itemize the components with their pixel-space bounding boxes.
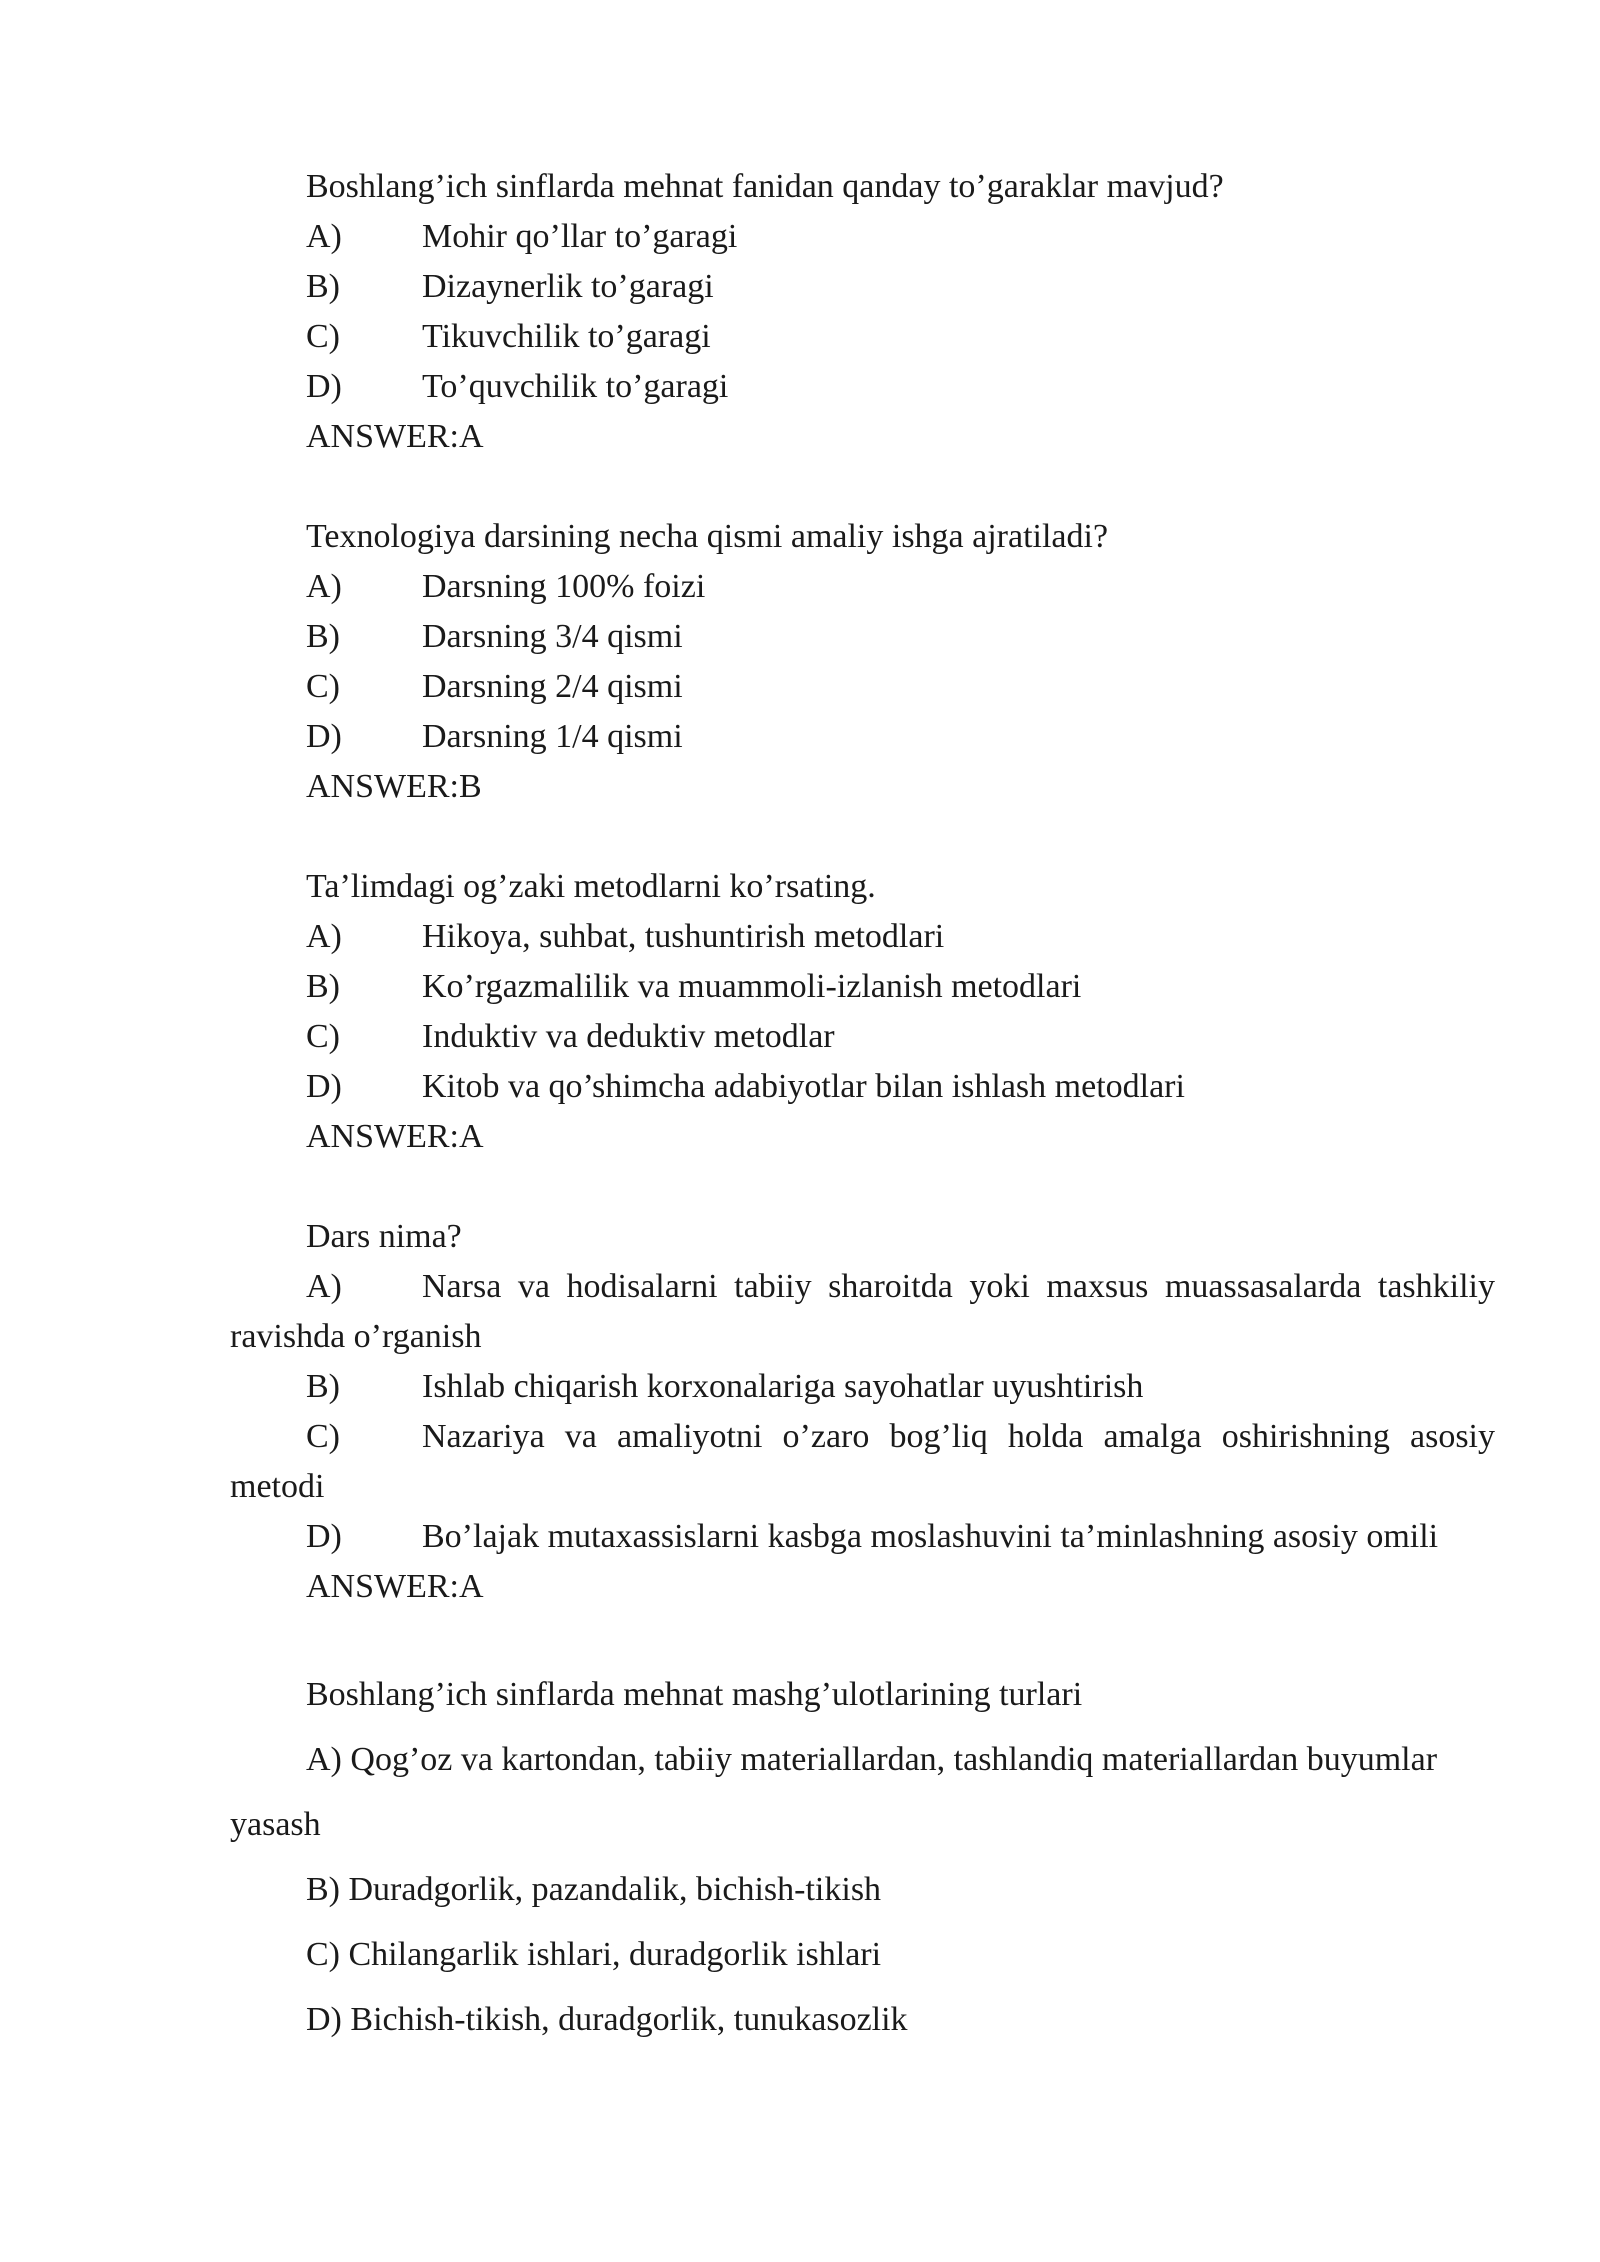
spacer bbox=[230, 1612, 1495, 1662]
option-c bbox=[230, 1012, 1495, 1062]
option-c bbox=[230, 662, 1495, 712]
answer: ANSWER:A bbox=[306, 1118, 484, 1155]
option-label: C) bbox=[306, 668, 340, 705]
question-3 bbox=[230, 862, 1495, 1162]
option-label: B) bbox=[306, 618, 340, 655]
question-2 bbox=[230, 512, 1495, 812]
option-text: Darsning 2/4 qismi bbox=[422, 668, 683, 705]
option-text: Narsa va hodisalarni tabiiy sharoitda yoki maxsus muassasalarda tashkiliy ravishda o’rganish bbox=[230, 1268, 1495, 1355]
option-b bbox=[230, 1857, 1495, 1922]
option-text: Qog’oz va kartondan, tabiiy materiallardan, tashlandiq materiallardan buyumlar yasash bbox=[230, 1741, 1438, 1843]
answer: ANSWER:A bbox=[306, 418, 484, 455]
option-c bbox=[230, 312, 1495, 362]
option-d bbox=[230, 1512, 1495, 1562]
question-4 bbox=[230, 1212, 1495, 1612]
option-text: Duradgorlik, pazandalik, bichish-tikish bbox=[348, 1871, 882, 1908]
option-a bbox=[230, 1262, 1495, 1362]
option-d bbox=[230, 1987, 1495, 2052]
option-label: B) bbox=[306, 968, 340, 1005]
option-label: C) bbox=[306, 1418, 340, 1455]
option-label: A) bbox=[306, 1268, 342, 1305]
answer: ANSWER:A bbox=[306, 1568, 484, 1605]
option-text: Bo’lajak mutaxassislarni kasbga moslashuvini ta’minlashning asosiy omili bbox=[422, 1518, 1439, 1555]
option-b bbox=[230, 1362, 1495, 1412]
option-label: C) bbox=[306, 318, 340, 355]
question-1 bbox=[230, 162, 1495, 462]
option-label: A) bbox=[306, 1741, 342, 1778]
question-text: Ta’limdagi og’zaki metodlarni ko’rsating. bbox=[306, 868, 876, 905]
answer: ANSWER:B bbox=[306, 768, 482, 805]
question-text: Boshlang’ich sinflarda mehnat fanidan qanday to’garaklar mavjud? bbox=[306, 168, 1224, 205]
option-b bbox=[230, 612, 1495, 662]
option-text: Kitob va qo’shimcha adabiyotlar bilan ishlash metodlari bbox=[422, 1068, 1185, 1105]
option-text: Induktiv va deduktiv metodlar bbox=[422, 1018, 835, 1055]
option-label: B) bbox=[306, 1871, 340, 1908]
option-text: Hikoya, suhbat, tushuntirish metodlari bbox=[422, 918, 945, 955]
option-label: D) bbox=[306, 2001, 342, 2038]
option-b bbox=[230, 962, 1495, 1012]
option-text: Mohir qo’llar to’garagi bbox=[422, 218, 738, 255]
option-label: A) bbox=[306, 218, 342, 255]
option-label: D) bbox=[306, 1518, 342, 1555]
option-c bbox=[230, 1922, 1495, 1987]
option-text: Dizaynerlik to’garagi bbox=[422, 268, 714, 305]
document-content bbox=[230, 162, 1495, 2052]
option-a bbox=[230, 562, 1495, 612]
option-label: C) bbox=[306, 1936, 340, 1973]
option-c bbox=[230, 1412, 1495, 1512]
option-a bbox=[230, 1727, 1495, 1857]
option-b bbox=[230, 262, 1495, 312]
question-text: Texnologiya darsining necha qismi amaliy ishga ajratiladi? bbox=[306, 518, 1109, 555]
option-a bbox=[230, 912, 1495, 962]
option-text: To’quvchilik to’garagi bbox=[422, 368, 729, 405]
spacer bbox=[230, 812, 1495, 862]
option-d bbox=[230, 712, 1495, 762]
option-label: C) bbox=[306, 1018, 340, 1055]
option-text: Darsning 1/4 qismi bbox=[422, 718, 683, 755]
question-text: Dars nima? bbox=[306, 1218, 462, 1255]
option-text: Bichish-tikish, duradgorlik, tunukasozlik bbox=[350, 2001, 908, 2038]
question-text: Boshlang’ich sinflarda mehnat mashg’ulotlarining turlari bbox=[306, 1676, 1083, 1713]
option-text: Chilangarlik ishlari, duradgorlik ishlari bbox=[348, 1936, 882, 1973]
option-text: Darsning 100% foizi bbox=[422, 568, 706, 605]
option-text: Darsning 3/4 qismi bbox=[422, 618, 683, 655]
option-label: A) bbox=[306, 918, 342, 955]
option-text: Ko’rgazmalilik va muammoli-izlanish metodlari bbox=[422, 968, 1082, 1005]
option-label: A) bbox=[306, 568, 342, 605]
option-label: B) bbox=[306, 268, 340, 305]
option-label: D) bbox=[306, 1068, 342, 1105]
option-text: Nazariya va amaliyotni o’zaro bog’liq holda amalga oshirishning asosiy metodi bbox=[230, 1418, 1495, 1505]
option-d bbox=[230, 1062, 1495, 1112]
spacer bbox=[230, 1162, 1495, 1212]
option-text: Tikuvchilik to’garagi bbox=[422, 318, 711, 355]
option-a bbox=[230, 212, 1495, 262]
option-text: Ishlab chiqarish korxonalariga sayohatlar uyushtirish bbox=[422, 1368, 1144, 1405]
option-label: D) bbox=[306, 718, 342, 755]
spacer bbox=[230, 462, 1495, 512]
option-d bbox=[230, 362, 1495, 412]
option-label: D) bbox=[306, 368, 342, 405]
question-5 bbox=[230, 1662, 1495, 2052]
option-label: B) bbox=[306, 1368, 340, 1405]
